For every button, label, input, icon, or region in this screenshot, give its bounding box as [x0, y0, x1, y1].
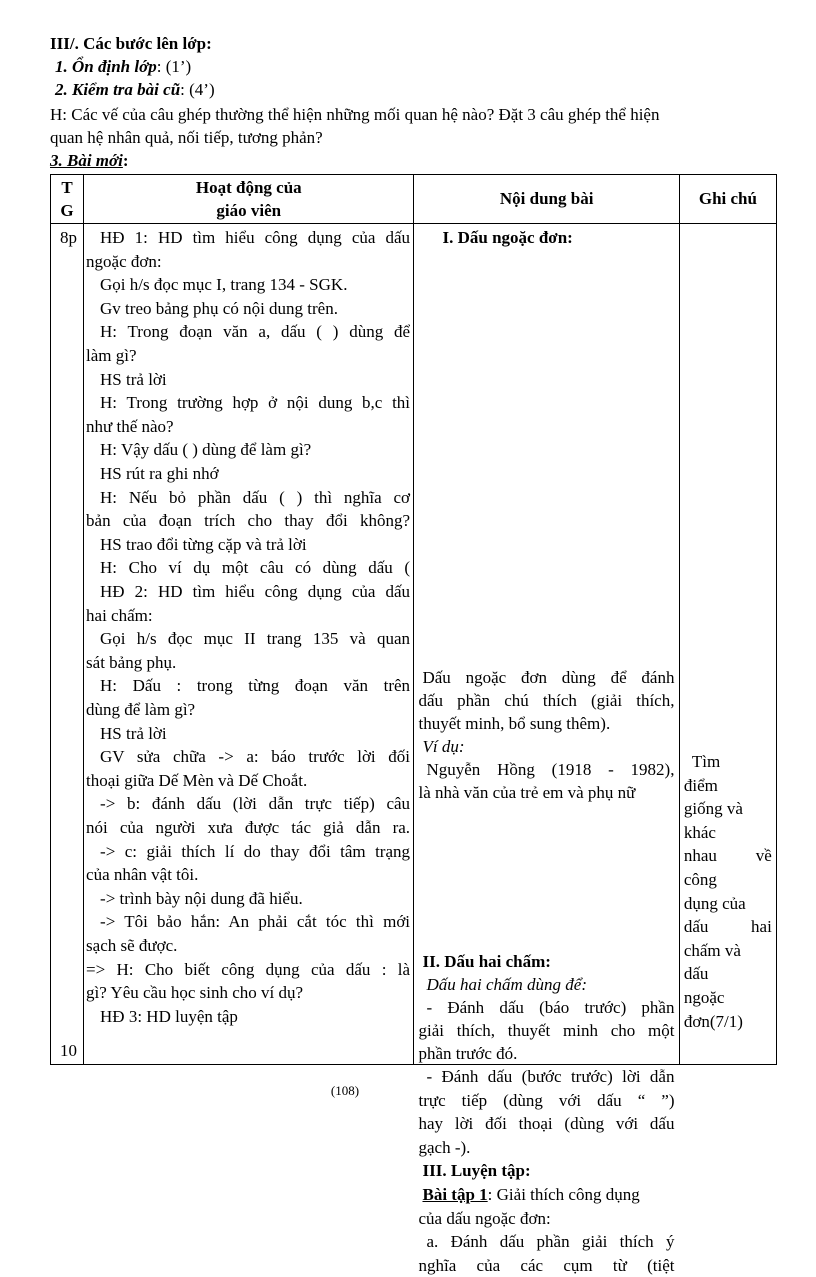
lesson-content-cell [414, 224, 679, 1275]
step-1-value: : (1’) [156, 57, 192, 76]
note-line: dấu hai [683, 917, 772, 937]
teacher-activity-line: Gọi h/s đọc mục I, trang 134 - SGK. [100, 275, 348, 295]
teacher-activity-cell [84, 224, 414, 1065]
teacher-activity-line: HĐ 1: HD tìm hiểu công dụng của dấu [100, 228, 411, 247]
teacher-activity-line: HS trả lời [100, 723, 167, 743]
step-3-label: 3. Bài mới [50, 151, 123, 170]
exercise-1 [422, 1183, 639, 1206]
content-line: dấu phần chú thích (giải thích, [418, 691, 675, 710]
note-line: Tìm [691, 752, 721, 771]
step-2-value: : (4’) [180, 80, 215, 99]
time-mark: 10 [60, 1041, 77, 1060]
header-teacher-activity: Hoạt động của giáo viên [84, 175, 414, 224]
note-line: dụng của [683, 893, 746, 913]
content-line: - Đánh dấu (báo trước) phần [426, 998, 675, 1017]
teacher-activity-line: => H: Cho biết công dụng của dấu : là [86, 959, 411, 979]
teacher-activity-line: bản của đoạn trích cho thay đổi không? [86, 511, 411, 531]
heading-colon: II. Dấu hai chấm: [422, 952, 551, 971]
note-line: dấu [683, 964, 709, 984]
teacher-activity-line: -> c: giải thích lí do thay đổi tâm trạng [100, 841, 411, 861]
note-line: điểm [683, 775, 718, 795]
note-line: ngoặc [683, 988, 725, 1007]
content-line: Nguyễn Hồng (1918 - 1982), [426, 760, 675, 779]
content-line: của dấu ngoặc đơn: [418, 1208, 551, 1228]
teacher-activity-line: của nhân vật tôi. [86, 865, 199, 885]
time-mark: 8p [60, 228, 77, 247]
content-line: a. Đánh dấu phần giải thích ý [426, 1232, 675, 1252]
teacher-activity-line: -> Tôi bảo hắn: An phải cắt tóc thì mới [100, 912, 411, 932]
teacher-activity-line: hai chấm: [86, 605, 153, 625]
content-line: gạch -). [418, 1137, 471, 1157]
step-2 [55, 78, 215, 101]
note-line: khác [683, 822, 716, 842]
teacher-activity-line: thoại giữa Dế Mèn và Dế Choắt. [86, 770, 308, 790]
teacher-activity-line: HS trao đổi từng cặp và trả lời [100, 534, 307, 554]
teacher-activity-line: HS trả lời [100, 369, 167, 389]
content-line: giải thích, thuyết minh cho một [418, 1021, 675, 1040]
content-line: nghĩa của các cụm từ (tiệt [418, 1255, 675, 1275]
page-number: (108) [330, 1083, 360, 1098]
heading-parentheses: I. Dấu ngoặc đơn: [442, 228, 573, 247]
heading-practice: III. Luyện tập: [422, 1161, 531, 1181]
review-question-line-1: H: Các vế của câu ghép thường thể hiện những mối quan hệ nào? Đặt 3 câu ghép thể hiện [50, 105, 660, 124]
content-line: hay lời đối thoại (dùng với dấu [418, 1114, 675, 1134]
teacher-activity-line: HĐ 3: HD luyện tập [100, 1006, 238, 1026]
section-title: III/. Các bước lên lớp: [50, 34, 212, 53]
note-line: giống và [683, 799, 743, 819]
teacher-activity-line: -> trình bày nội dung đã hiểu. [100, 888, 303, 908]
content-line: phần trước đó. [418, 1044, 518, 1063]
teacher-activity-line: H: Trong đoạn văn a, dấu ( ) dùng để [100, 322, 411, 342]
teacher-activity-line: -> b: đánh dấu (lời dẫn trực tiếp) câu [100, 794, 411, 814]
step-2-label: 2. Kiểm tra bài cũ [55, 80, 181, 99]
step-1 [55, 55, 191, 78]
teacher-activity-line: Gọi h/s đọc mục II trang 135 và quan [100, 629, 411, 649]
teacher-activity-line: gì? Yêu cầu học sinh cho ví dụ? [86, 983, 304, 1003]
teacher-activity-line: nói của người xưa được tác giả dẫn ra. [86, 818, 411, 837]
teacher-activity-line: Gv treo bảng phụ có nội dung trên. [100, 298, 338, 318]
step-3 [50, 149, 129, 172]
teacher-activity-line: H: Nếu bỏ phần dấu ( ) thì nghĩa cơ [100, 487, 411, 507]
note-line: nhau về [683, 846, 772, 866]
exercise-1-label: Bài tập 1 [422, 1185, 488, 1204]
content-line: trực tiếp (dùng với dấu “ ”) [418, 1090, 675, 1110]
example-label: Ví dụ: [422, 737, 465, 756]
table-header-row [51, 175, 777, 224]
teacher-activity-line: dùng để làm gì? [86, 700, 196, 719]
step-3-suffix: : [122, 151, 129, 170]
note-line: đơn(7/1) [683, 1011, 743, 1031]
exercise-1-text: : Giải thích công dụng [487, 1185, 640, 1204]
teacher-activity-line: làm gì? [86, 346, 137, 365]
content-line: thuyết minh, bổ sung thêm). [418, 714, 611, 733]
content-line: - Đánh dấu (bước trước) lời dẫn [426, 1067, 675, 1086]
note-line: chấm và [683, 940, 741, 960]
content-line: là nhà văn của trẻ em và phụ nữ [418, 783, 636, 802]
teacher-activity-line: như thế nào? [86, 416, 174, 436]
teacher-activity-line: HĐ 2: HD tìm hiểu công dụng của dấu [100, 582, 411, 601]
step-1-label: 1. Ổn định lớp [55, 57, 157, 76]
time-cell [51, 224, 84, 1065]
teacher-activity-line: ngoặc đơn: [86, 251, 162, 271]
content-line: Dấu ngoặc đơn dùng để đánh [422, 668, 675, 687]
teacher-activity-line: H: Vậy dấu ( ) dùng để làm gì? [100, 440, 312, 460]
review-question-line-2: quan hệ nhân quả, nối tiếp, tương phản? [50, 128, 323, 147]
teacher-activity-line: H: Trong trường hợp ở nội dung b,c thì [100, 393, 411, 413]
note-line: công [683, 870, 717, 889]
header-notes: Ghi chú [679, 175, 776, 224]
colon-subheading: Dấu hai chấm dùng để: [426, 975, 588, 994]
table-body-row [51, 224, 777, 1065]
teacher-activity-line: HS rút ra ghi nhớ [100, 464, 219, 483]
teacher-activity-line: H: Dấu : trong từng đoạn văn trên [100, 676, 411, 696]
teacher-activity-line: sát bảng phụ. [86, 652, 177, 672]
teacher-activity-line: GV sửa chữa -> a: báo trước lời đối [100, 747, 411, 767]
notes-cell [679, 224, 776, 1065]
header-lesson-content: Nội dung bài [414, 175, 679, 224]
header-tg: T G [51, 175, 84, 224]
teacher-activity-line: sạch sẽ được. [86, 936, 178, 955]
teacher-activity-line: H: Cho ví dụ một câu có dùng dấu ( [100, 558, 411, 578]
